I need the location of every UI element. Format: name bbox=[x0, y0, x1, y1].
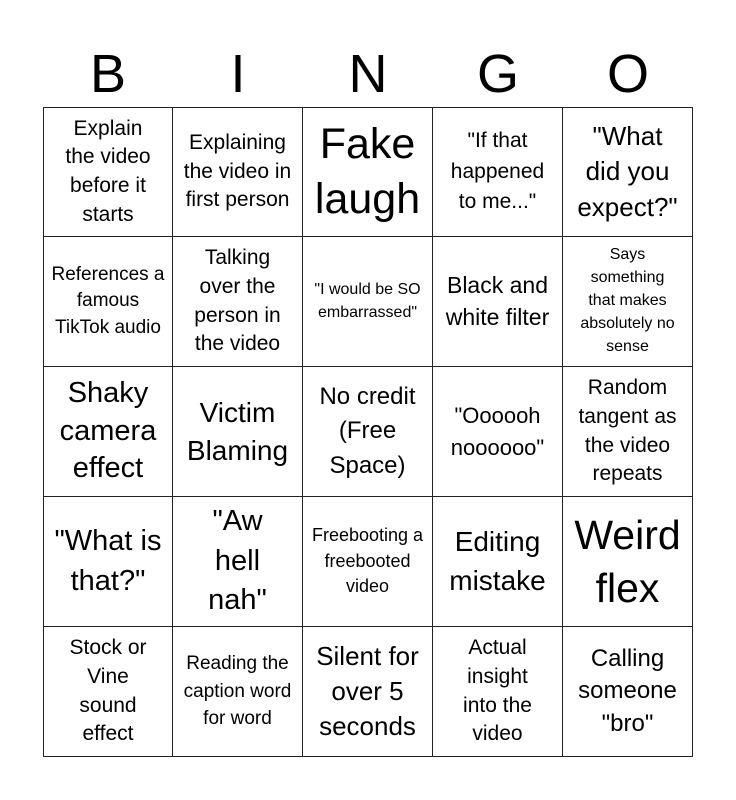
bingo-square-label: Calling someone "bro" bbox=[578, 644, 677, 737]
bingo-square-label: Talking over the person in the video bbox=[194, 245, 281, 356]
bingo-square-label: Shaky camera effect bbox=[59, 376, 157, 485]
bingo-square-r3-c4[interactable] bbox=[433, 367, 563, 497]
bingo-square-r4-c3[interactable] bbox=[303, 497, 433, 627]
bingo-square-label: "If that happened to me..." bbox=[450, 129, 545, 214]
bingo-header bbox=[43, 42, 693, 106]
bingo-square-label: Says something that makes absolutely no sense bbox=[580, 246, 675, 355]
bingo-square-label: "What is that?" bbox=[54, 525, 162, 597]
header-letter-g: G bbox=[476, 44, 519, 104]
bingo-square-r3-c3[interactable] bbox=[303, 367, 433, 497]
bingo-square-r5-c3[interactable] bbox=[303, 627, 433, 757]
bingo-square-label: Black and white filter bbox=[445, 271, 550, 330]
bingo-square-r5-c4[interactable] bbox=[433, 627, 563, 757]
bingo-square-label: Actual insight into the video bbox=[463, 636, 532, 746]
bingo-square-r1-c1[interactable] bbox=[43, 107, 173, 237]
bingo-square-r2-c5[interactable] bbox=[563, 237, 693, 367]
bingo-square-label: Fake laugh bbox=[314, 119, 421, 223]
bingo-square-label: Freebooting a freebooted video bbox=[311, 525, 424, 597]
header-letter-o: O bbox=[606, 44, 649, 104]
bingo-square-r3-c5[interactable] bbox=[563, 367, 693, 497]
bingo-square-r1-c3[interactable] bbox=[303, 107, 433, 237]
bingo-square-r1-c4[interactable] bbox=[433, 107, 563, 237]
bingo-square-label: Explain the video before it starts bbox=[65, 116, 151, 226]
bingo-square-label: Victim Blaming bbox=[186, 396, 289, 466]
bingo-square-label: Silent for over 5 seconds bbox=[316, 640, 419, 742]
header-letter-b: B bbox=[89, 44, 127, 104]
bingo-square-label: Stock or Vine sound effect bbox=[69, 636, 147, 746]
bingo-square-label: "I would be SO embarrassed" bbox=[314, 281, 421, 321]
bingo-square-r5-c1[interactable] bbox=[43, 627, 173, 757]
bingo-square-label: Reading the caption word for word bbox=[183, 653, 292, 730]
bingo-card-grid bbox=[43, 107, 693, 757]
bingo-square-label: Weird flex bbox=[574, 512, 681, 611]
bingo-square-r2-c4[interactable] bbox=[433, 237, 563, 367]
bingo-square-r4-c5[interactable] bbox=[563, 497, 693, 627]
bingo-square-r1-c2[interactable] bbox=[173, 107, 303, 237]
bingo-square-r2-c3[interactable] bbox=[303, 237, 433, 367]
bingo-square-label: Random tangent as the video repeats bbox=[578, 376, 677, 486]
bingo-square-r3-c1[interactable] bbox=[43, 367, 173, 497]
bingo-square-label: Explaining the video in first person bbox=[183, 131, 292, 212]
bingo-square-r1-c5[interactable] bbox=[563, 107, 693, 237]
bingo-square-r4-c2[interactable] bbox=[173, 497, 303, 627]
bingo-square-r2-c1[interactable] bbox=[43, 237, 173, 367]
bingo-square-r5-c2[interactable] bbox=[173, 627, 303, 757]
header-letter-i: I bbox=[230, 44, 246, 104]
bingo-square-r4-c1[interactable] bbox=[43, 497, 173, 627]
bingo-square-r3-c2[interactable] bbox=[173, 367, 303, 497]
bingo-square-label: "Aw hell nah" bbox=[208, 505, 267, 617]
bingo-square-label: "Oooooh noooooo" bbox=[450, 402, 545, 460]
header-letter-n: N bbox=[348, 44, 388, 104]
bingo-square-r2-c2[interactable] bbox=[173, 237, 303, 367]
bingo-square-r4-c4[interactable] bbox=[433, 497, 563, 627]
bingo-square-label: Editing mistake bbox=[449, 525, 546, 596]
bingo-square-r5-c5[interactable] bbox=[563, 627, 693, 757]
bingo-square-label: References a famous TikTok audio bbox=[51, 263, 165, 338]
bingo-square-label: No credit (Free Space) bbox=[319, 383, 416, 479]
bingo-square-label: "What did you expect?" bbox=[577, 121, 678, 222]
